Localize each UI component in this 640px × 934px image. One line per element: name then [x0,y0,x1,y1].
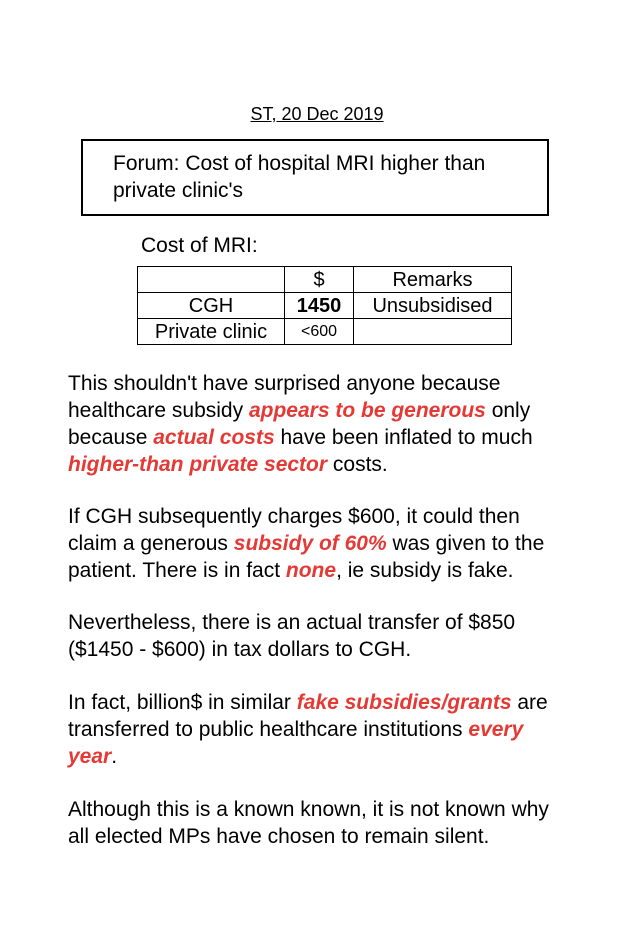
p2-text: If CGH subsequently charges $600, it could then [68,505,520,528]
p5-text: Although this is a known known, it is not known why [68,798,549,821]
p5-text: all elected MPs have chosen to remain silent. [68,825,490,848]
p1-emphasis: actual costs [153,426,275,449]
table-caption: Cost of MRI: [141,234,258,257]
row-cost: 1450 [285,293,354,319]
p4-text: transferred to public healthcare institutions [68,718,469,741]
header-cell-remarks: Remarks [354,267,512,293]
p1-text: because [68,426,154,449]
p3-text: ($1450 - $600) in tax dollars to CGH. [68,638,412,661]
mri-cost-table [137,266,512,345]
row-name: Private clinic [138,319,285,345]
headline-line-2: private clinic's [113,179,244,202]
p2-emphasis: subsidy of 60% [233,532,387,555]
p1-emphasis: appears to be generous [248,399,486,422]
p4-text: . [111,745,118,768]
row-remarks: Unsubsidised [354,293,512,319]
header-cell-blank [138,267,285,293]
table-header-row [138,267,512,293]
paragraph-5 [68,796,608,850]
paragraph-4 [68,689,608,770]
p4-emphasis: year [68,745,112,768]
p4-text: In fact, billion$ in similar [68,691,297,714]
p1-text: This shouldn't have surprised anyone because [68,372,501,395]
p2-text: claim a generous [68,532,234,555]
p2-emphasis: none [285,559,337,582]
paragraph-1 [68,370,608,478]
p1-emphasis: higher-than private sector [68,453,328,476]
p1-text: only [485,399,531,422]
p2-text: , ie subsidy is fake. [336,559,514,582]
row-cost: <600 [285,319,354,345]
p2-text: was given to the [386,532,545,555]
headline-box [81,139,549,216]
table-row [138,293,512,319]
row-remarks [354,319,512,345]
p1-text: healthcare subsidy [68,399,249,422]
p2-text: patient. There is in fact [68,559,286,582]
table-row [138,319,512,345]
p3-text: Nevertheless, there is an actual transfer of $850 [68,611,516,634]
paragraph-3 [68,609,608,663]
p4-emphasis: every [468,718,524,741]
paragraph-2 [68,503,608,584]
header-cell-cost: $ [285,267,354,293]
p4-text: are [511,691,548,714]
row-name: CGH [138,293,285,319]
p1-text: costs. [327,453,388,476]
source-date: ST, 20 Dec 2019 [250,104,384,124]
p4-emphasis: fake subsidies/grants [296,691,512,714]
headline-line-1: Forum: Cost of hospital MRI higher than [113,152,486,175]
p1-text: have been inflated to much [274,426,533,449]
